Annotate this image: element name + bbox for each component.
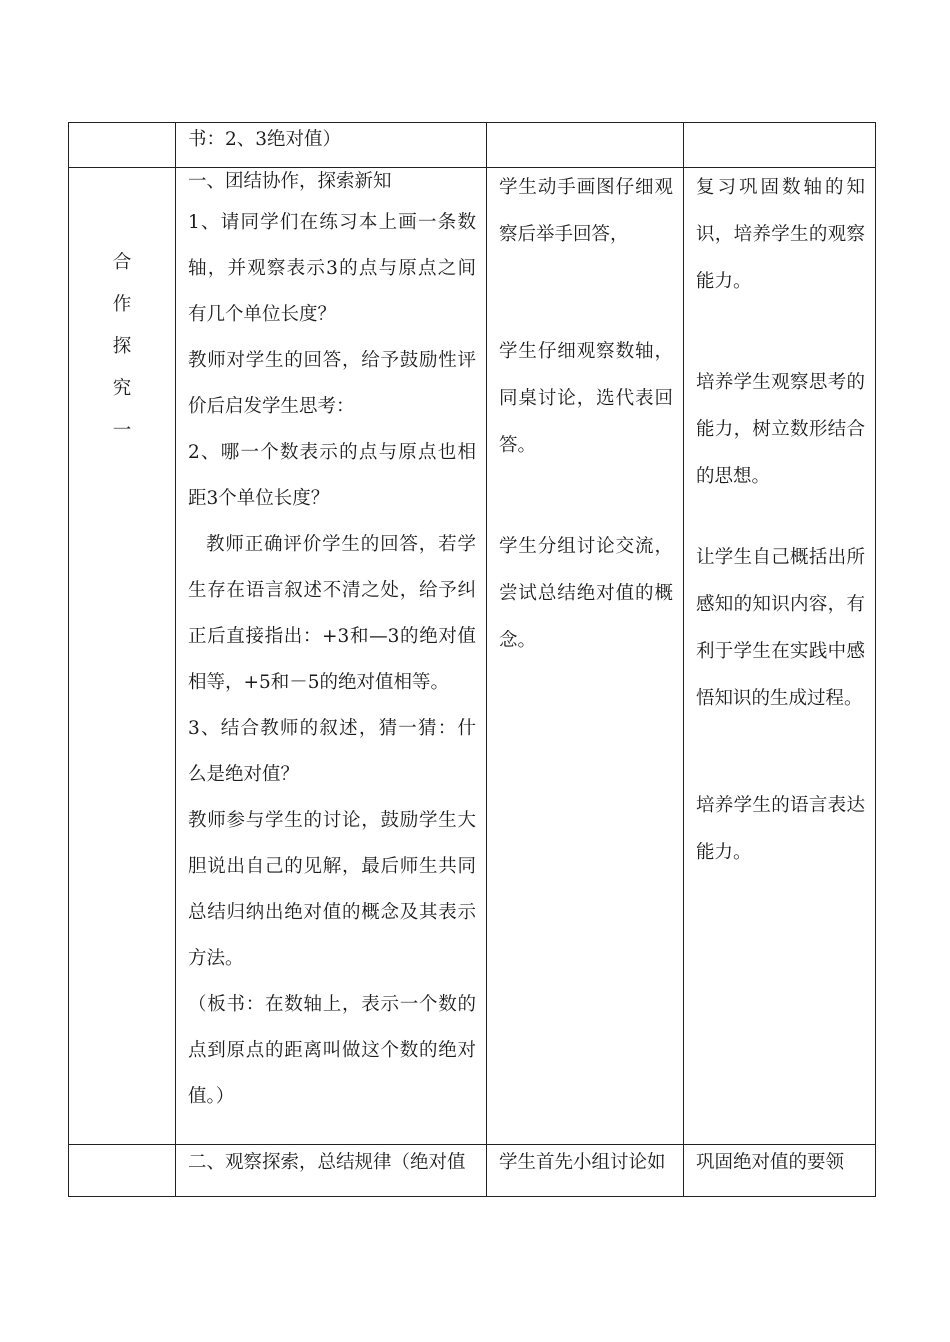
- stage-label-char: 作: [112, 294, 132, 315]
- table-row: [69, 1145, 876, 1197]
- stage-label-char: 合: [112, 252, 132, 273]
- student-activity-cell: [487, 1145, 684, 1197]
- intent-paragraph: 培养学生观察思考的能力，树立数形结合的思想。: [696, 372, 865, 487]
- design-intent-cell: [684, 168, 876, 1145]
- teacher-activity-cell: [176, 168, 487, 1145]
- blackboard-note: （板书：在数轴上，表示一个数的点到原点的距离叫做这个数的绝对值。）: [188, 994, 476, 1107]
- intent-paragraph: 让学生自己概括出所感知的知识内容，有利于学生在实践中感悟知识的生成过程。: [696, 547, 865, 709]
- stage-label-char: 究: [112, 378, 132, 399]
- student-paragraph: 学生动手画图仔细观察后举手回答，: [499, 177, 673, 245]
- design-intent-cell: [684, 1145, 876, 1197]
- stage-label-cell: [69, 168, 176, 1145]
- design-intent-cell: [684, 123, 876, 168]
- teacher-activity-text: 书：2、3绝对值）: [188, 129, 342, 150]
- intent-paragraph: 培养学生的语言表达能力。: [696, 795, 865, 863]
- teacher-paragraph: 教师正确评价学生的回答，若学生存在语言叙述不清之处，给予纠正后直接指出：+3和—3的绝对值相等，+5和－5的绝对值相等。: [188, 534, 476, 693]
- student-paragraph: 学生分组讨论交流，尝试总结绝对值的概念。: [499, 536, 673, 651]
- teacher-paragraph: 教师参与学生的讨论，鼓励学生大胆说出自己的见解，最后师生共同总结归纳出绝对值的概念及其表示方法。: [188, 810, 476, 969]
- student-paragraph: 学生仔细观察数轴，同桌讨论，选代表回答。: [499, 341, 673, 456]
- student-paragraph: 学生首先小组讨论如: [499, 1152, 666, 1173]
- stage-cell: [69, 123, 176, 168]
- teacher-activity-cell: [176, 1145, 487, 1197]
- lesson-plan-table: [68, 122, 876, 1197]
- table-row: [69, 123, 876, 168]
- intent-paragraph: 巩固绝对值的要领: [696, 1152, 845, 1173]
- section-heading: 二、观察探索，总结规律（绝对值: [188, 1152, 466, 1173]
- table-row: [69, 168, 876, 1145]
- teacher-paragraph: 3、结合教师的叙述，猜一猜：什么是绝对值？: [188, 718, 476, 785]
- student-activity-cell: [487, 168, 684, 1145]
- teacher-activity-cell: [176, 123, 487, 168]
- stage-cell: [69, 1145, 176, 1197]
- intent-paragraph: 复习巩固数轴的知识，培养学生的观察能力。: [696, 177, 865, 292]
- teacher-paragraph: 1、请同学们在练习本上画一条数轴，并观察表示3的点与原点之间有几个单位长度？: [188, 212, 476, 325]
- teacher-paragraph: 2、哪一个数表示的点与原点也相距3个单位长度？: [188, 442, 476, 509]
- stage-label: [69, 168, 175, 452]
- stage-label-char: 探: [112, 336, 132, 357]
- student-activity-cell: [487, 123, 684, 168]
- stage-label-char: 一: [112, 420, 132, 441]
- teacher-paragraph: 教师对学生的回答，给予鼓励性评价后启发学生思考：: [188, 350, 476, 417]
- section-heading: 一、团结协作，探索新知: [188, 171, 392, 192]
